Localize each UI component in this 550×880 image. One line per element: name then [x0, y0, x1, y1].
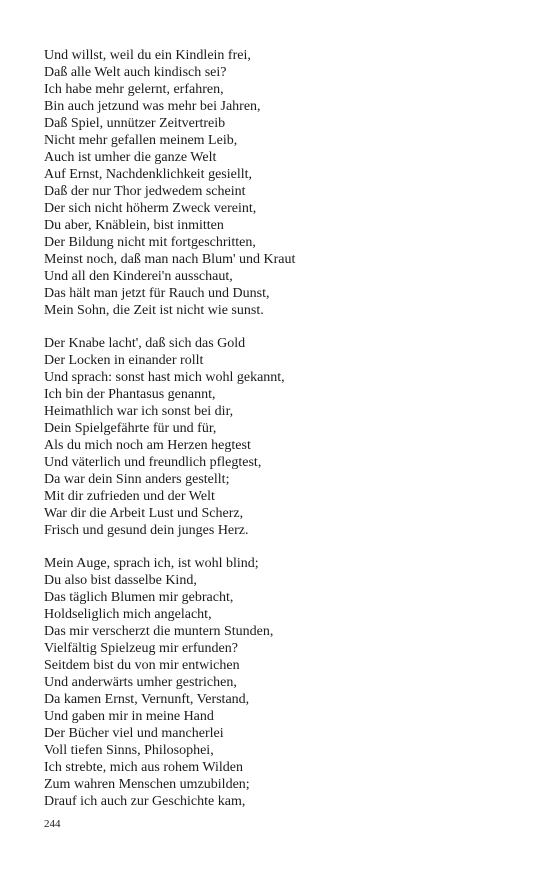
poem-line: Der Bildung nicht mit fortgeschritten,: [44, 235, 256, 250]
poem-line: Daß der nur Thor jedwedem scheint: [44, 184, 246, 199]
poem-line: Und gaben mir in meine Hand: [44, 709, 214, 724]
poem-line: Und anderwärts umher gestrichen,: [44, 675, 237, 690]
poem-line: Und all den Kinderei'n ausschaut,: [44, 269, 233, 284]
poem-line: Dein Spielgefährte für und für,: [44, 421, 217, 436]
poem-line: Holdseliglich mich angelacht,: [44, 607, 212, 622]
poem-line: Und willst, weil du ein Kindlein frei,: [44, 48, 251, 63]
poem-line: Mit dir zufrieden und der Welt: [44, 489, 215, 504]
poem-line: Daß alle Welt auch kindisch sei?: [44, 65, 227, 80]
poem-line: Der Bücher viel und mancherlei: [44, 726, 224, 741]
poem-line: Der Locken in einander rollt: [44, 353, 204, 368]
poem-line: Seitdem bist du von mir entwichen: [44, 658, 240, 673]
poem-line: Vielfältig Spielzeug mir erfunden?: [44, 641, 238, 656]
poem-line: Der sich nicht höherm Zweck vereint,: [44, 201, 257, 216]
poem-line: Ich habe mehr gelernt, erfahren,: [44, 82, 224, 97]
stanza-1: [44, 47, 524, 319]
poem-line: Heimathlich war ich sonst bei dir,: [44, 404, 234, 419]
poem-line: Mein Sohn, die Zeit ist nicht wie sunst.: [44, 303, 264, 318]
poem-line: Der Knabe lacht', daß sich das Gold: [44, 336, 246, 351]
poem-line: Voll tiefen Sinns, Philosophei,: [44, 743, 214, 758]
poem-line: Das hält man jetzt für Rauch und Dunst,: [44, 286, 270, 301]
poem-line: Da war dein Sinn anders gestellt;: [44, 472, 230, 487]
poem-line: Das täglich Blumen mir gebracht,: [44, 590, 234, 605]
poem-line: War dir die Arbeit Lust und Scherz,: [44, 506, 244, 521]
poem-line: Ich bin der Phantasus genannt,: [44, 387, 216, 402]
poem-text: [44, 47, 524, 826]
poem-line: Frisch und gesund dein junges Herz.: [44, 523, 249, 538]
page-number: 244: [44, 818, 61, 830]
poem-line: Und väterlich und freundlich pflegtest,: [44, 455, 262, 470]
poem-line: Meinst noch, daß man nach Blum' und Kraut: [44, 252, 296, 267]
poem-line: Mein Auge, sprach ich, ist wohl blind;: [44, 556, 259, 571]
poem-line: Das mir verscherzt die muntern Stunden,: [44, 624, 274, 639]
poem-line: Zum wahren Menschen umzubilden;: [44, 777, 250, 792]
stanza-2: [44, 335, 524, 539]
poem-line: Und sprach: sonst hast mich wohl gekannt,: [44, 370, 285, 385]
poem-line: Drauf ich auch zur Geschichte kam,: [44, 794, 246, 809]
poem-line: Du also bist dasselbe Kind,: [44, 573, 197, 588]
poem-line: Du aber, Knäblein, bist inmitten: [44, 218, 224, 233]
poem-line: Nicht mehr gefallen meinem Leib,: [44, 133, 238, 148]
stanza-3: [44, 555, 524, 810]
poem-line: Auf Ernst, Nachdenklichkeit gesiellt,: [44, 167, 252, 182]
poem-line: Bin auch jetzund was mehr bei Jahren,: [44, 99, 261, 114]
poem-line: Daß Spiel, unnützer Zeitvertreib: [44, 116, 226, 131]
poem-line: Als du mich noch am Herzen hegtest: [44, 438, 251, 453]
poem-line: Ich strebte, mich aus rohem Wilden: [44, 760, 244, 775]
poem-line: Da kamen Ernst, Vernunft, Verstand,: [44, 692, 250, 707]
poem-line: Auch ist umher die ganze Welt: [44, 150, 217, 165]
